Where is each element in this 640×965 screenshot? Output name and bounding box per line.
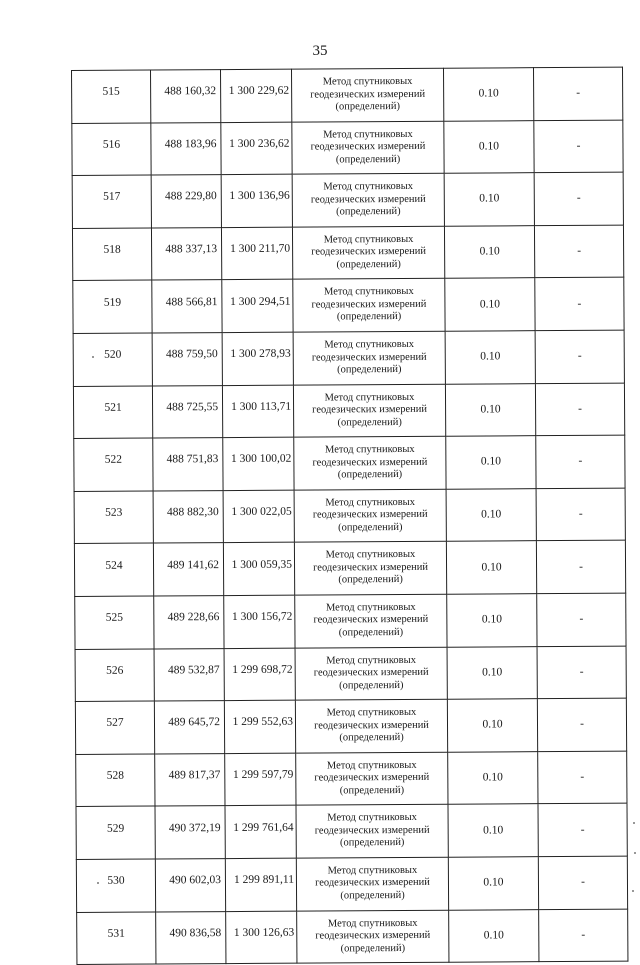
- coord-y-cell: 1 300 136,96: [221, 174, 292, 227]
- method-line: (определений): [335, 153, 401, 166]
- coordinates-table-body: [72, 67, 628, 964]
- table-row: [72, 172, 623, 228]
- method-cell: [294, 436, 446, 490]
- point-number-cell: 515: [72, 70, 151, 123]
- coord-x-cell: 489 817,37: [155, 753, 225, 806]
- table-row: [76, 856, 627, 912]
- accuracy-cell: 0.10: [448, 857, 538, 910]
- method-line: (определений): [335, 101, 400, 113]
- accuracy-cell: 0.10: [446, 488, 536, 541]
- table-row: [74, 488, 625, 544]
- description-cell: -: [538, 751, 627, 804]
- description-cell: -: [537, 698, 626, 751]
- point-number-cell: 527: [75, 701, 154, 754]
- coord-x-cell: 489 141,62: [153, 543, 223, 596]
- method-cell: [293, 384, 445, 438]
- description-cell: -: [537, 646, 626, 699]
- coord-y-cell: 1 300 113,71: [222, 385, 293, 438]
- method-line: (определений): [340, 889, 405, 902]
- point-number-cell: 519: [73, 280, 152, 333]
- method-line: (определений): [336, 311, 402, 323]
- coord-y-cell: 1 300 059,35: [223, 542, 294, 595]
- method-line: Метод спутниковых: [323, 233, 414, 246]
- coord-x-cell: 490 836,58: [156, 911, 226, 964]
- table-row: [73, 278, 624, 334]
- point-number-cell: 523: [74, 491, 153, 544]
- method-line: геодезических измерений: [313, 666, 429, 679]
- accuracy-cell: 0.10: [448, 751, 538, 804]
- coord-y-cell: 1 299 552,63: [224, 700, 295, 753]
- method-line: (определений): [339, 732, 404, 744]
- method-line: геодезических измерений: [311, 351, 427, 364]
- description-cell: -: [535, 330, 624, 383]
- accuracy-cell: 0.10: [447, 699, 537, 752]
- point-number-cell: 531: [77, 911, 156, 964]
- coord-y-cell: 1 300 211,70: [221, 227, 292, 280]
- method-line: Метод спутниковых: [327, 917, 418, 929]
- method-line: Метод спутниковых: [323, 128, 413, 141]
- coord-y-cell: 1 300 236,62: [221, 122, 292, 175]
- table-row: [77, 909, 628, 965]
- table-row: [75, 698, 626, 754]
- point-number-cell: 526: [75, 649, 154, 702]
- method-line: (определений): [338, 521, 403, 534]
- coord-x-cell: 488 229,80: [151, 175, 221, 228]
- table-row: [74, 540, 625, 596]
- point-number-cell: 530: [76, 859, 155, 912]
- table-row: [76, 803, 627, 859]
- accuracy-cell: 0.10: [447, 646, 537, 699]
- coord-y-cell: 1 300 100,02: [223, 437, 294, 490]
- method-line: геодезических измерений: [313, 614, 429, 627]
- description-cell: -: [534, 225, 623, 278]
- accuracy-cell: 0.10: [447, 594, 537, 647]
- point-number-cell: 517: [72, 175, 151, 228]
- method-line: геодезических измерений: [314, 719, 429, 732]
- accuracy-cell: 0.10: [448, 804, 538, 857]
- description-cell: -: [535, 278, 624, 331]
- method-line: Метод спутниковых: [325, 549, 416, 561]
- method-cell: [294, 489, 446, 543]
- method-line: (определений): [338, 626, 404, 639]
- method-line: (определений): [339, 837, 405, 849]
- description-cell: -: [536, 488, 625, 541]
- table-row: [72, 225, 623, 281]
- method-line: геодезических измерений: [310, 193, 426, 206]
- method-cell: [296, 752, 448, 806]
- method-cell: [296, 805, 448, 859]
- method-line: Метод спутниковых: [325, 496, 416, 509]
- method-line: (определений): [338, 574, 403, 586]
- coord-y-cell: 1 300 156,72: [224, 595, 295, 648]
- method-cell: [291, 68, 443, 122]
- method-line: (определений): [337, 469, 403, 481]
- coord-x-cell: 488 160,32: [151, 70, 221, 123]
- accuracy-cell: 0.10: [449, 909, 539, 962]
- description-cell: -: [538, 856, 627, 909]
- method-cell: [295, 647, 447, 701]
- method-cell: [292, 173, 444, 227]
- table-row: [73, 330, 624, 386]
- table-row: [72, 120, 623, 176]
- description-cell: -: [536, 540, 625, 593]
- accuracy-cell: 0.10: [445, 331, 535, 384]
- coord-y-cell: 1 299 698,72: [224, 648, 295, 701]
- page-number: 35: [312, 43, 328, 59]
- coord-x-cell: 489 228,66: [154, 596, 224, 649]
- coord-y-cell: 1 300 022,05: [223, 490, 294, 543]
- method-line: Метод спутниковых: [325, 601, 416, 614]
- description-cell: -: [537, 593, 626, 646]
- coord-y-cell: 1 300 294,51: [222, 280, 293, 333]
- description-cell: -: [534, 120, 623, 173]
- coord-x-cell: 488 337,13: [151, 227, 221, 280]
- accuracy-cell: 0.10: [444, 120, 534, 173]
- accuracy-cell: 0.10: [445, 383, 535, 436]
- scan-speck: [97, 882, 99, 884]
- coord-x-cell: 488 183,96: [151, 122, 221, 175]
- coord-y-cell: 1 299 761,64: [225, 805, 296, 858]
- point-number-cell: 516: [72, 123, 151, 176]
- accuracy-cell: 0.10: [446, 436, 536, 489]
- accuracy-cell: 0.10: [443, 68, 533, 121]
- coord-y-cell: 1 299 597,79: [225, 753, 296, 806]
- description-cell: -: [535, 383, 624, 436]
- table-row: [75, 646, 626, 702]
- method-line: Метод спутниковых: [323, 286, 414, 298]
- table-row: [73, 383, 624, 439]
- method-line: (определений): [339, 784, 405, 797]
- method-cell: [293, 279, 445, 333]
- description-cell: -: [534, 172, 623, 225]
- method-line: геодезических измерений: [312, 509, 428, 521]
- method-line: геодезических измерений: [312, 456, 428, 469]
- coord-x-cell: 488 751,83: [153, 438, 223, 491]
- method-line: геодезических измерений: [313, 561, 428, 574]
- coord-y-cell: 1 299 891,11: [225, 858, 296, 911]
- method-line: геодезических измерений: [310, 88, 426, 101]
- description-cell: -: [539, 909, 628, 962]
- coord-y-cell: 1 300 278,93: [222, 332, 293, 385]
- description-cell: -: [536, 435, 625, 488]
- method-cell: [292, 226, 444, 280]
- method-line: Метод спутниковых: [327, 864, 418, 877]
- coord-x-cell: 488 566,81: [152, 280, 222, 333]
- coord-y-cell: 1 300 229,62: [221, 69, 292, 122]
- point-number-cell: 529: [76, 806, 155, 859]
- accuracy-cell: 0.10: [445, 278, 535, 331]
- coord-x-cell: 488 882,30: [153, 490, 223, 543]
- method-line: (определений): [337, 416, 402, 428]
- method-line: Метод спутниковых: [322, 75, 413, 88]
- coord-x-cell: 488 725,55: [152, 385, 222, 438]
- method-line: геодезических измерений: [315, 877, 430, 889]
- method-cell: [294, 542, 446, 596]
- method-line: (определений): [340, 942, 406, 954]
- scan-speck: [92, 356, 94, 358]
- point-number-cell: 522: [74, 438, 153, 491]
- method-line: Метод спутниковых: [326, 759, 417, 772]
- table-row: [75, 593, 626, 649]
- scan-speck: [633, 822, 635, 824]
- coord-y-cell: 1 300 126,63: [226, 911, 297, 964]
- point-number-cell: 525: [75, 596, 154, 649]
- coord-x-cell: 488 759,50: [152, 333, 222, 386]
- method-line: геодезических измерений: [311, 246, 427, 258]
- table-row: [74, 435, 625, 491]
- accuracy-cell: 0.10: [446, 541, 536, 594]
- method-cell: [295, 594, 447, 648]
- method-line: Метод спутниковых: [324, 391, 415, 404]
- description-cell: -: [533, 67, 622, 120]
- method-line: (определений): [337, 364, 402, 376]
- scan-speck: [634, 852, 636, 854]
- method-cell: [297, 910, 449, 964]
- method-line: Метод спутниковых: [324, 444, 415, 456]
- method-line: Метод спутниковых: [324, 338, 415, 351]
- method-line: геодезических измерений: [314, 772, 430, 784]
- table-row: [72, 67, 623, 123]
- method-line: Метод спутниковых: [327, 812, 417, 824]
- method-line: (определений): [336, 206, 401, 218]
- method-line: (определений): [336, 258, 401, 271]
- method-line: геодезических измерений: [310, 140, 426, 153]
- method-line: Метод спутниковых: [326, 707, 417, 719]
- point-number-cell: 521: [73, 386, 152, 439]
- method-cell: [296, 857, 448, 911]
- coordinates-table: [71, 67, 628, 965]
- method-cell: [292, 121, 444, 175]
- scan-speck: [632, 890, 634, 892]
- method-line: геодезических измерений: [315, 929, 431, 942]
- coord-x-cell: 489 645,72: [154, 701, 224, 754]
- table-row: [76, 751, 627, 807]
- coord-x-cell: 490 372,19: [155, 806, 225, 859]
- description-cell: -: [538, 803, 627, 856]
- method-line: Метод спутниковых: [323, 181, 414, 193]
- accuracy-cell: 0.10: [444, 225, 534, 278]
- point-number-cell: 528: [76, 754, 155, 807]
- method-line: Метод спутниковых: [326, 654, 416, 667]
- point-number-cell: 524: [74, 543, 153, 596]
- method-cell: [295, 699, 447, 753]
- accuracy-cell: 0.10: [444, 173, 534, 226]
- point-number-cell: 520: [73, 333, 152, 386]
- method-line: геодезических измерений: [311, 298, 427, 311]
- method-line: геодезических измерений: [314, 824, 430, 837]
- method-cell: [293, 331, 445, 385]
- method-line: геодезических измерений: [312, 403, 428, 416]
- method-line: (определений): [339, 679, 404, 691]
- coord-x-cell: 490 602,03: [155, 858, 225, 911]
- coord-x-cell: 489 532,87: [154, 648, 224, 701]
- point-number-cell: 518: [72, 228, 151, 281]
